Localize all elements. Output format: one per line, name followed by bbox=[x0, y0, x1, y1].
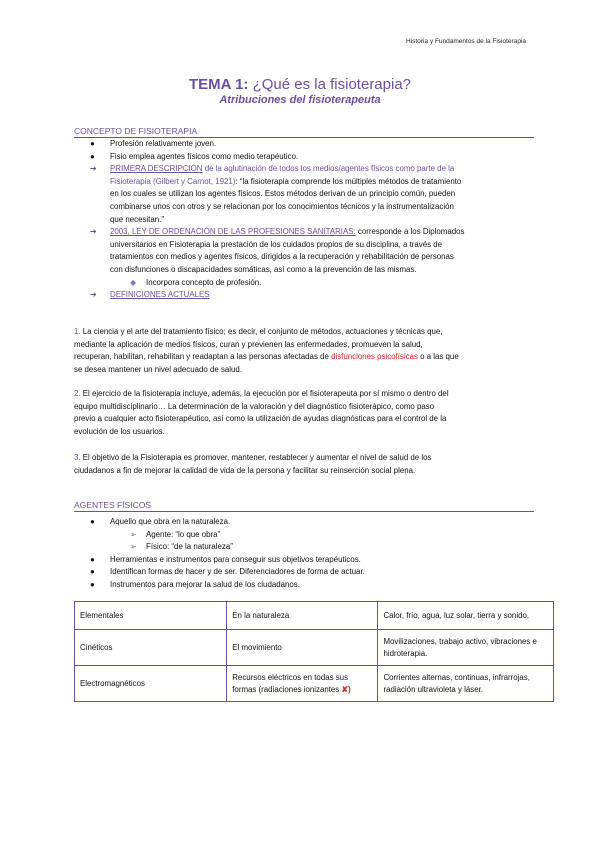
list-item: ● Herramientas e instrumentos para conseguir sus objetivos terapéuticos. bbox=[74, 554, 534, 567]
table-cell: Electromagnéticos bbox=[75, 666, 227, 702]
section-heading-agentes: AGENTES FÍSICOS bbox=[74, 500, 534, 512]
bullet-dot-icon: ● bbox=[90, 567, 95, 577]
title-question: ¿Qué es la fisioterapia? bbox=[252, 76, 412, 93]
list-item: ● Profesión relativamente joven. bbox=[74, 138, 534, 151]
arrow-right-icon: ➔ bbox=[90, 227, 97, 237]
table-row bbox=[75, 630, 554, 666]
table-row bbox=[75, 602, 554, 630]
table-cell: Calor, frío, agua, luz solar, tierra y sonido. bbox=[378, 602, 554, 630]
ley-link[interactable]: 2003, LEY DE ORDENACIÓN DE LAS PROFESIONES SANITARIAS: bbox=[110, 227, 356, 237]
list-item-definiciones bbox=[74, 289, 534, 302]
list-item-sub: ◆ Incorpora concepto de profesión. bbox=[74, 277, 534, 290]
table-cell: En la naturaleza bbox=[227, 602, 378, 630]
diamond-bullet-icon: ◆ bbox=[130, 277, 137, 287]
bullet-dot-icon: ● bbox=[90, 554, 95, 564]
list-item: ● Identifican formas de hacer y de ser. Diferenciadores de forma de actuar. bbox=[74, 566, 534, 579]
primera-link[interactable]: PRIMERA DESCRIPCIÓN bbox=[110, 164, 203, 174]
agentes-table bbox=[74, 601, 554, 702]
section-heading-concepto: CONCEPTO DE FISIOTERAPIA bbox=[74, 126, 534, 138]
list-item-sub: ➢ Agente: “lo que obra” bbox=[74, 529, 534, 542]
table-cell: Corrientes alternas, continuas, infrarrojas, radiación ultravioleta y láser. bbox=[378, 666, 554, 702]
table-row bbox=[75, 666, 554, 702]
list-item-ley: ➔ 2003, LEY DE ORDENACIÓN DE LAS PROFESIONES SANITARIAS: corresponde a los Diplomados bbox=[74, 226, 534, 239]
page-subtitle: Atribuciones del fisioterapeuta bbox=[219, 94, 381, 106]
table-cell: Recursos eléctricos en todas sus formas (radiaciones ionizantes ✘) bbox=[227, 666, 378, 702]
list-item-primera: ➔ PRIMERA DESCRIPCIÓN de la aglutinación de todos los medios/agentes físicos como parte de la bbox=[74, 163, 534, 176]
triangle-bullet-icon: ➢ bbox=[130, 529, 137, 539]
definicion-3: 3. El objetivo de la Fisioterapia es promover, mantener, restablecer y aumentar el nivel de salud de los ciudadanos a fin de mejorar la calidad de vida de la persona y facilitar su reinserción social plena. bbox=[74, 453, 432, 475]
running-header: Historia y Fundamentos de la Fisioterapia bbox=[406, 38, 526, 45]
bullet-dot-icon: ● bbox=[90, 517, 95, 526]
definiciones-link[interactable]: DEFINICIONES ACTUALES bbox=[110, 290, 210, 300]
table-cell: Elementales bbox=[75, 602, 227, 630]
concepto-content: ● Profesión relativamente joven. ● Fisio emplea agentes físicos como medio terapéutico. ➔ PRIMERA DESCRIPCIÓN de la aglutinación de todos los medios/agentes físicos como parte de la Fisioterapia (Gilbert y Carnot, 1921): “la fisioterapia comprende los múltiples métodos de tratamiento en los cuales se utilizan los agentes físicos. Estos métodos derivan de un principio común, pueden combinarse unos con otros y se relacionan por los conocimientos técnicos y la instrumentalización que necesitan.” ➔ 2003, LEY DE ORDENACIÓN DE LAS PROFESIONES SANITARIAS: corresponde a los Diplomados universitarios en Fisioterapia la prestación de los cuidados propios de su disciplina, a través de tratamientos con medios y agentes físicos, dirigidos a la recuperación y rehabilitación de personas con disfunciones o discapacidades somáticas, así como a la prevención de las mismas. ◆ Incorpora concepto de profesión. ➔ DEFINICIONES ACTUALES bbox=[74, 138, 534, 302]
list-item-sub: ➢ Físico: “de la naturaleza” bbox=[74, 541, 534, 554]
bullet-dot-icon: ● bbox=[90, 139, 95, 148]
table-cell: Cinéticos bbox=[75, 630, 227, 666]
list-item: ● Instrumentos para mejorar la salud de los ciudadanos. bbox=[74, 579, 534, 592]
agentes-content bbox=[74, 516, 534, 592]
title-tema: TEMA 1: bbox=[188, 76, 249, 93]
red-cross-icon: ✘) bbox=[341, 684, 351, 694]
bullet-dot-icon: ● bbox=[90, 151, 95, 161]
arrow-right-icon: ➔ bbox=[90, 290, 97, 300]
arrow-right-icon: ➔ bbox=[90, 164, 97, 174]
bullet-dot-icon: ● bbox=[90, 579, 95, 589]
table-cell: Movilizaciones, trabajo activo, vibraciones e hidroterapia. bbox=[378, 630, 554, 666]
list-item: ● Fisio emplea agentes físicos como medio terapéutico. bbox=[74, 151, 534, 164]
list-item: ● Aquello que obra en la naturaleza. bbox=[74, 516, 534, 529]
definicion-2: 2. El ejercicio de la fisioterapia incluye, además, la ejecución por el fisioterapeuta por sí mismo o dentro del equipo multidisciplinario… La determinación de la valoración y del diagnóstico fisioterápico, como paso previo a cualquier acto fisioterapéutico, así como la utilización de ayudas diagnósticas para el control de la evolución de los usuarios. bbox=[74, 389, 449, 436]
triangle-bullet-icon: ➢ bbox=[130, 542, 137, 552]
definicion-1: 1. La ciencia y el arte del tratamiento físico; es decir, el conjunto de métodos, actuaciones y técnicas que, mediante la aplicación de medios físicos, curan y previenen las enfermedades, promueven la salud, recuperan, habilitan, rehabilitan y readaptan a las personas afectadas de disfunciones psicofísicas o a las que se desea mantener un nivel adecuado de salud. bbox=[74, 327, 459, 374]
page-title bbox=[0, 76, 600, 93]
table-cell: El movimiento bbox=[227, 630, 378, 666]
